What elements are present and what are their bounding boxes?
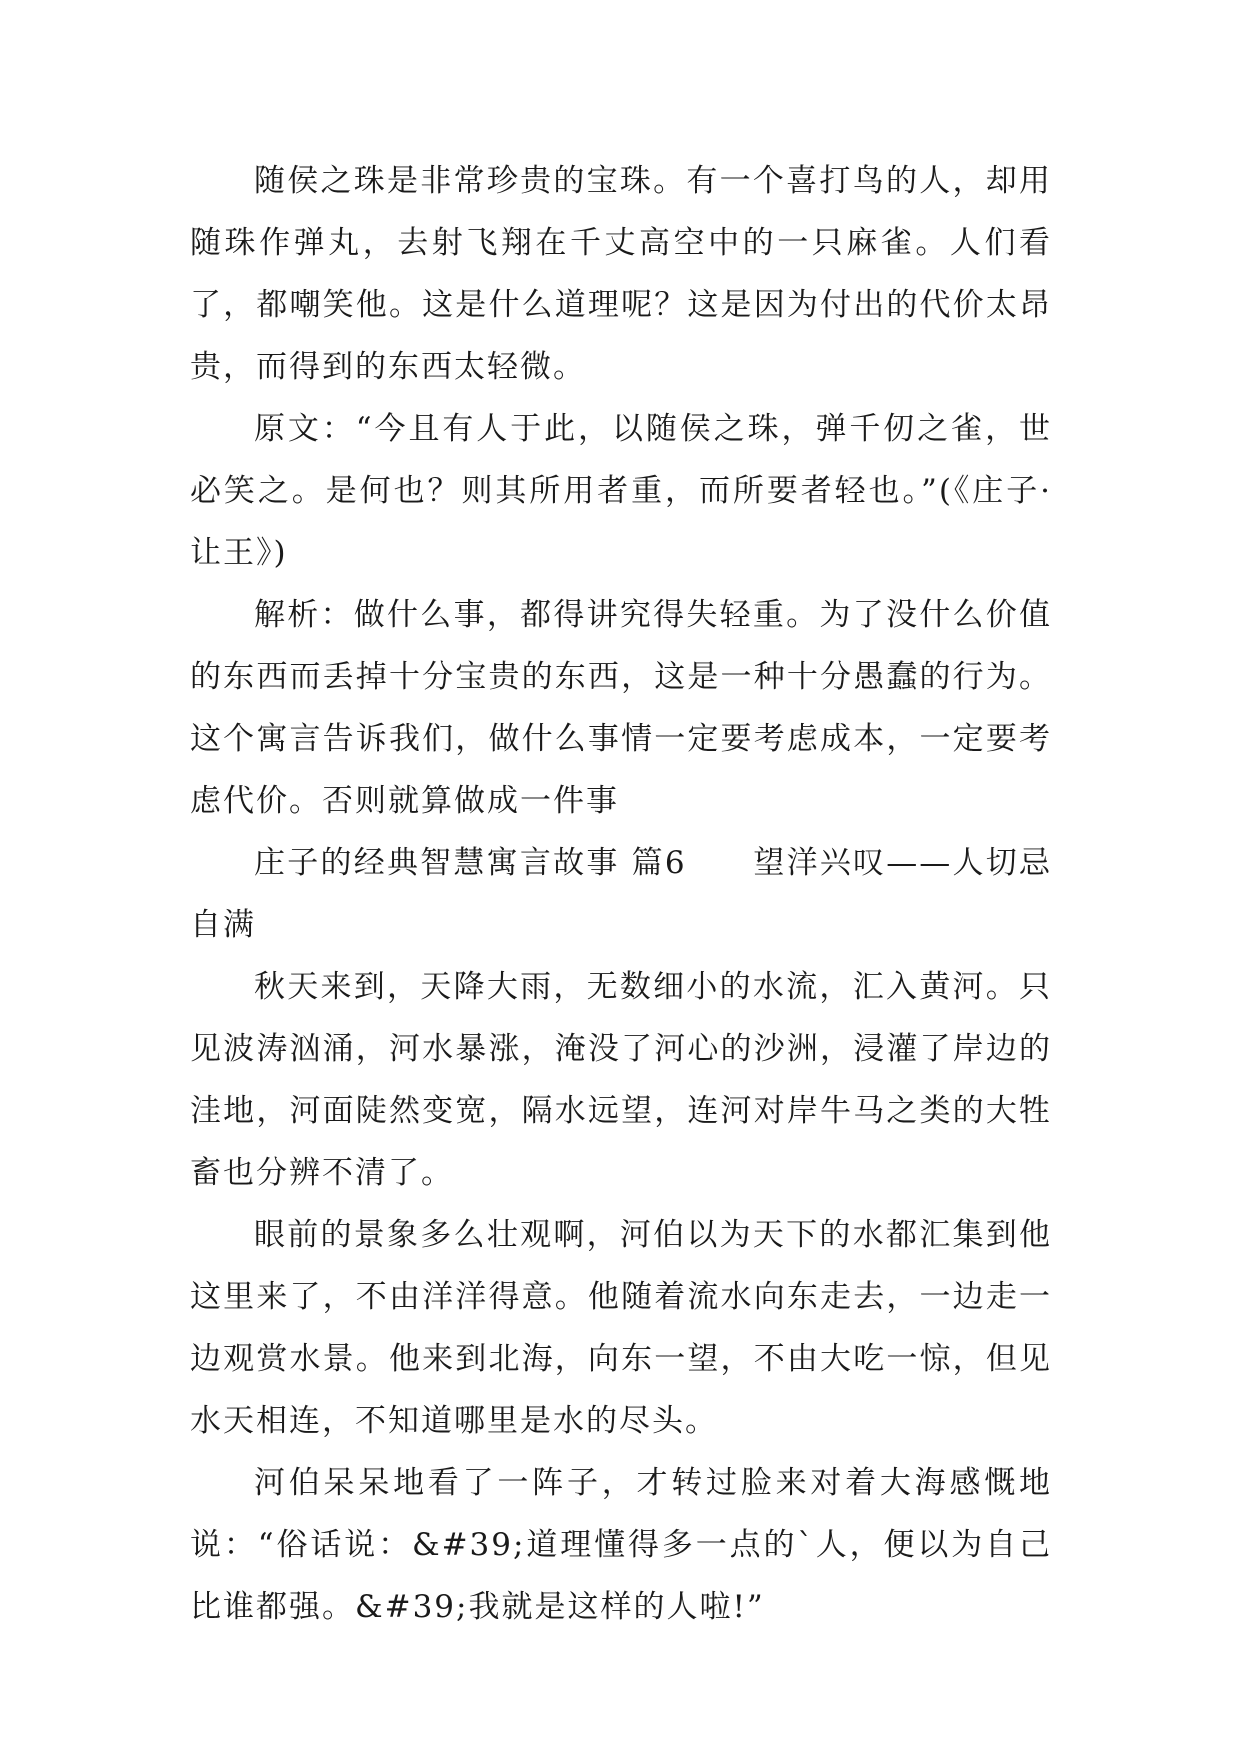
paragraph-hebo-sigh: 河伯呆呆地看了一阵子，才转过脸来对着大海感慨地说：“俗话说：&#39;道理懂得多一点的`人，便以为自己比谁都强。&#39;我就是这样的人啦!” xyxy=(190,1465,1052,1625)
paragraph-suihou-pearl: 随侯之珠是非常珍贵的宝珠。有一个喜打鸟的人，却用随珠作弹丸，去射飞翔在千丈高空中的一只麻雀。人们看了，都嘲笑他。这是什么道理呢？这是因为付出的代价太昂贵，而得到的东西太轻微。 xyxy=(190,163,1052,385)
paragraph-original-text: 原文：“今且有人于此，以随侯之珠，弹千仞之雀，世必笑之。是何也？则其所用者重，而所要者轻也。”(《庄子·让王》) xyxy=(190,411,1052,571)
paragraph-analysis: 解析：做什么事，都得讲究得失轻重。为了没什么价值的东西而丢掉十分宝贵的东西，这是一种十分愚蠢的行为。这个寓言告诉我们，做什么事情一定要考虑成本，一定要考虑代价。否则就算做成一件事 xyxy=(190,597,1052,819)
paragraph-autumn-flood: 秋天来到，天降大雨，无数细小的水流，汇入黄河。只见波涛汹涌，河水暴涨，淹没了河心的沙洲，浸灌了岸边的洼地，河面陡然变宽，隔水远望，连河对岸牛马之类的大牲畜也分辨不清了。 xyxy=(190,969,1052,1191)
section-heading: 庄子的经典智慧寓言故事 篇6 望洋兴叹——人切忌自满 xyxy=(190,845,1052,943)
paragraph-hebo-proud: 眼前的景象多么壮观啊，河伯以为天下的水都汇集到他这里来了，不由洋洋得意。他随着流水向东走去，一边走一边观赏水景。他来到北海，向东一望，不由大吃一惊，但见水天相连，不知道哪里是水的尽头。 xyxy=(190,1217,1052,1439)
body-text xyxy=(190,150,1052,1638)
